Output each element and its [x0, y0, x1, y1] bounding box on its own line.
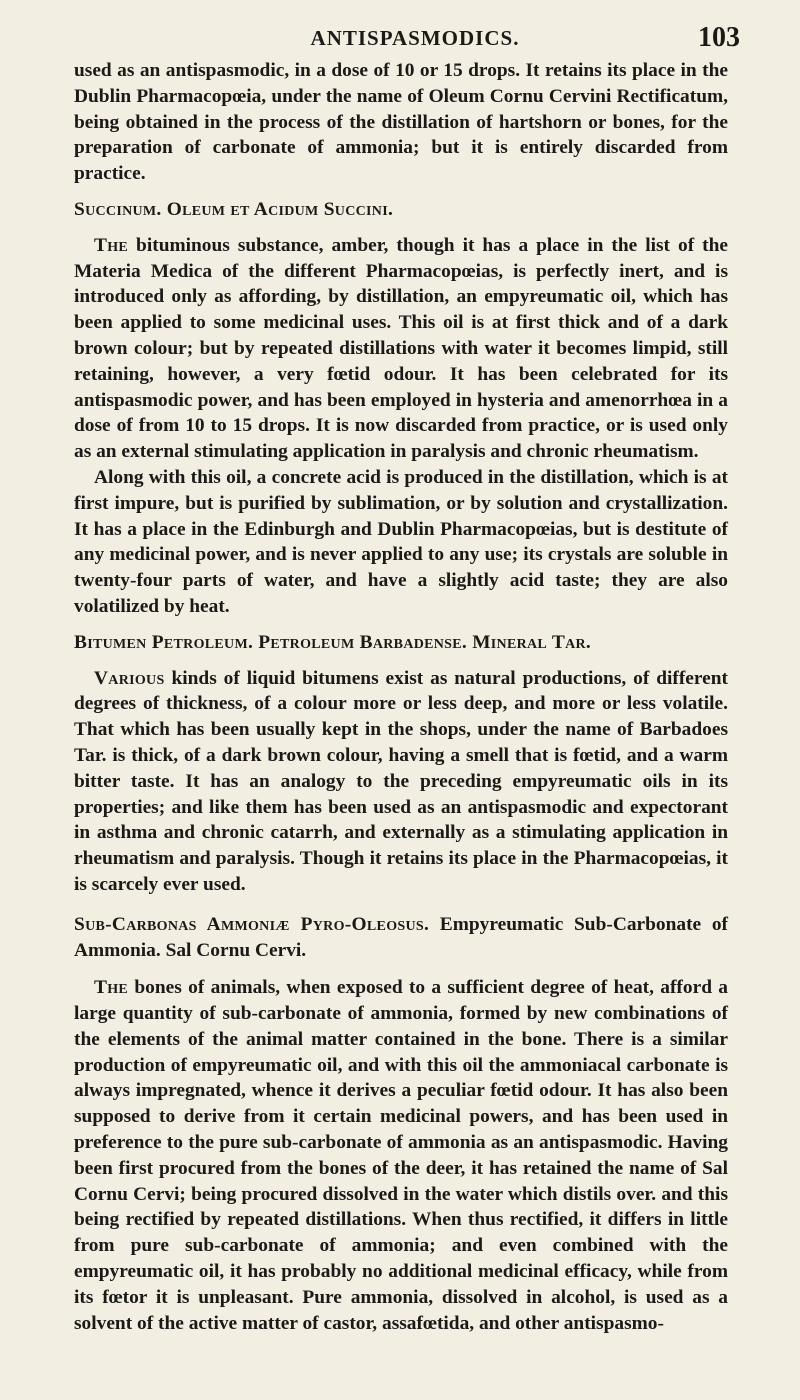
body-text — [74, 58, 728, 1336]
running-title: ANTISPASMODICS. — [310, 26, 520, 50]
section-heading-petroleum: Bitumen Petroleum. Petroleum Barbadense. Mineral Tar. — [74, 631, 592, 653]
section-heading-sub-carbonas — [74, 912, 728, 964]
page-number: 103 — [698, 22, 740, 53]
paragraph-lead-word: The — [94, 977, 129, 999]
paragraph-body: bituminous substance, amber, though it has a place in the list of the Materia Medica of the different Pharmacopœias, is perfectly inert, and is introduced only as affording, by distillation, an empyreumatic oil, which has been applied to some medicinal uses. This oil is at first thick and of a dark brown colour; but by repeated distillations with water it becomes limpid, still retaining, however, a very fœtid odour. It has been celebrated for its antispasmodic power, and has been employed in hysteria and amenorrhœa in a dose of from 10 to 15 drops. It is now discarded from practice, or is used only as an external stimulating application in paralysis and chronic rheumatism. — [74, 234, 728, 463]
paragraph-body: bones of animals, when exposed to a sufficient degree of heat, afford a large quantity of sub-carbonate of ammonia, formed by new combinations of the elements of the animal matter contained in the bone. There is a similar production of empyreumatic oil, and with this oil the ammoniacal carbonate is always impregnated, whence it derives a peculiar fœtid odour. It has also been supposed to derive from it certain medicinal powers, and has been used in preference to the pure sub-carbonate of ammonia as an antispasmodic. Having been first procured from the bones of the deer, it has retained the name of Sal Cornu Cervi; being procured dissolved in the water which distils over. and this being rectified by repeated distillations. When thus rectified, it differs in little from pure sub-carbonate of ammonia; and even combined with the empyreumatic oil, it has probably no additional medicinal efficacy, while from its fœtor it is unpleasant. Pure ammonia, dissolved in alcohol, is used as a solvent of the active matter of castor, assafœtida, and other antispasmo- — [74, 977, 728, 1334]
paragraph-bitumens — [74, 666, 728, 898]
heading-latin-name: Sub-Carbonas Ammoniæ Pyro-Oleosus. — [74, 913, 430, 935]
paragraph-animal-bones — [74, 975, 728, 1336]
heading-english-name: Empyreumatic Sub-Carbonate of Ammonia. Sal Cornu Cervi. — [74, 913, 728, 961]
paragraph-succinic-acid: Along with this oil, a concrete acid is produced in the distillation, which is at first impure, but is purified by sublimation, or by solution and crystallization. It has a place in the Edinburgh and Dublin Pharmacopœias, but is destitute of any medicinal power, and is never applied to any use; its crystals are soluble in twenty-four parts of water, and have a slightly acid taste; they are also volatilized by heat. — [74, 466, 728, 617]
section-heading-succinum: Succinum. Oleum et Acidum Succini. — [74, 198, 394, 220]
paragraph-lead-word: Various — [94, 667, 165, 689]
paragraph-amber — [74, 233, 728, 465]
paragraph-lead-word: The — [94, 234, 129, 256]
running-head — [90, 22, 740, 56]
paragraph-body: kinds of liquid bitumens exist as natural productions, of different degrees of thickness, of a colour more or less deep, and more or less volatile. That which has been usually kept in the shops, under the name of Barbadoes Tar. is thick, of a dark brown colour, having a smell that is fœtid, and a warm bitter taste. It has an analogy to the preceding empyreumatic oils in its properties; and like them has been used as an antispasmodic and expectorant in asthma and chronic catarrh, and externally as a stimulating application in rheumatism and paralysis. Though it retains its place in the Pharmacopœias, it is scarcely ever used. — [74, 667, 728, 895]
paragraph-continuation: used as an antispasmodic, in a dose of 10 or 15 drops. It retains its place in the Dublin Pharmacopœia, under the name of Oleum Cornu Cervini Rectificatum, being obtained in the process of the distillation of hartshorn or bones, for the preparation of carbonate of ammonia; but it is entirely discarded from practice. — [74, 60, 728, 185]
